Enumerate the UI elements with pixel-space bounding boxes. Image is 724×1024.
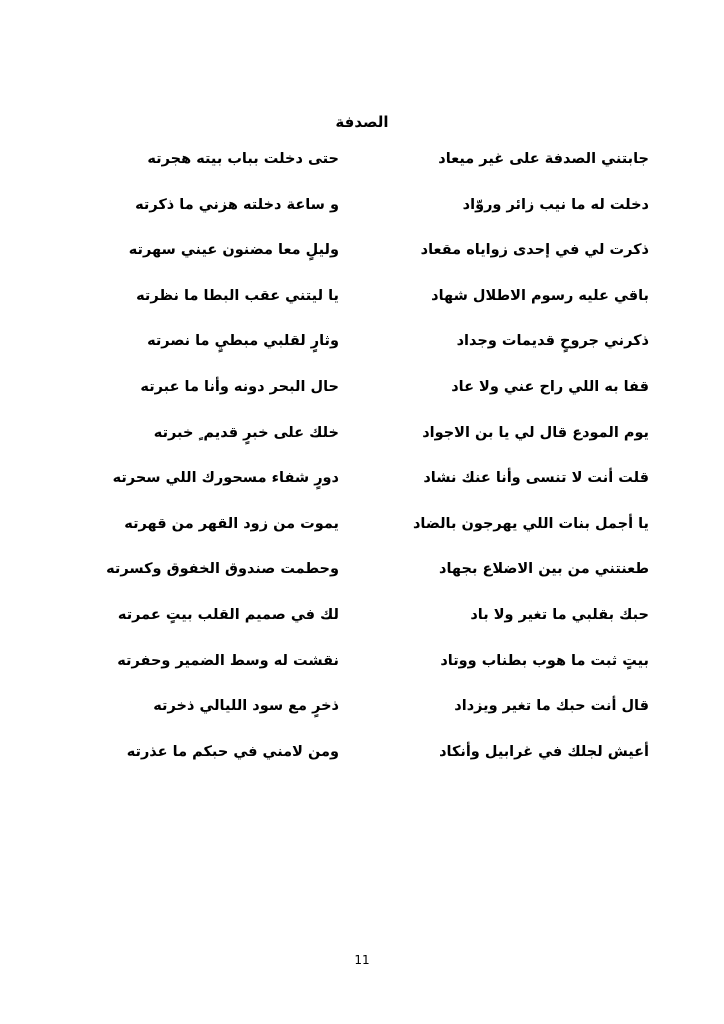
verse-second-hemistich: ذخرٍ مع سود الليالي ذخرته (153, 698, 339, 715)
verse-first-hemistich: يا أجمل بنات اللي يهرجون بالضاد (412, 515, 649, 532)
verse-second-hemistich: نقشت له وسط الضمير وحفرته (117, 652, 339, 669)
verse-first-hemistich: يوم المودع قال لي يا بن الاجواد (422, 424, 649, 441)
verse-line (0, 376, 724, 422)
verse-line (0, 741, 724, 787)
verse-line (0, 148, 724, 194)
verse-second-hemistich: يا ليتني عقب البطا ما نظرته (136, 287, 339, 304)
verse-line (0, 285, 724, 331)
verse-line (0, 330, 724, 376)
poem-title: الصدفة (335, 113, 389, 131)
verse-first-hemistich: دخلت له ما نيب زائر وروّاد (462, 196, 649, 213)
verse-second-hemistich: حال البحر دونه وأنا ما عبرته (140, 378, 339, 395)
verse-first-hemistich: باقي عليه رسوم الاطلال شهاد (431, 287, 649, 304)
verse-first-hemistich: جابتني الصدفة على غير ميعاد (438, 151, 649, 167)
page-number: 11 (354, 953, 370, 967)
verse-line (0, 422, 724, 468)
verse-first-hemistich: بيتٍ ثبت ما هوب بطناب ووتاد (440, 652, 649, 669)
verse-line (0, 558, 724, 604)
poem-verses (0, 148, 724, 786)
verse-line (0, 695, 724, 741)
verse-line (0, 650, 724, 696)
verse-first-hemistich: أعيش لجلك في غرابيل وأنكاد (439, 743, 649, 760)
verse-second-hemistich: يموت من زود القهر من قهرته (124, 515, 339, 532)
verse-first-hemistich: طعنتني من بين الاضلاع بجهاد (439, 561, 649, 578)
verse-first-hemistich: ذكرني جروحٍ قديمات وجداد (456, 333, 649, 350)
verse-second-hemistich: خلك على خبرٍ قديم ٍ خبرته (153, 424, 339, 441)
verse-first-hemistich: ذكرت لي في إحدى زواياه مقعاد (420, 242, 649, 259)
verse-first-hemistich: قلت أنت لا تنسى وأنا عنك نشاد (423, 470, 649, 487)
verse-second-hemistich: و ساعة دخلته هزني ما ذكرته (135, 196, 339, 213)
verse-line (0, 194, 724, 240)
verse-line (0, 239, 724, 285)
verse-second-hemistich: وليلٍ معا مضنون عيني سهرته (128, 242, 339, 259)
verse-second-hemistich: دورٍ شفاء مسحورك اللي سحرته (112, 470, 339, 487)
verse-first-hemistich: قفا به اللي راح عني ولا عاد (451, 378, 649, 395)
verse-second-hemistich: ومن لامني في حبكم ما عذرته (126, 743, 339, 760)
verse-line (0, 604, 724, 650)
verse-line (0, 513, 724, 559)
verse-first-hemistich: قال أنت حبك ما تغير ويزداد (454, 698, 649, 715)
verse-second-hemistich: وحطمت صندوق الخفوق وكسرته (106, 561, 339, 578)
verse-second-hemistich: لك في صميم القلب بيتٍ عمرته (117, 606, 339, 623)
verse-second-hemistich: وثارٍ لقلبي مبطيٍ ما نصرته (147, 333, 339, 350)
verse-second-hemistich: حتى دخلت بباب بيته هجرته (147, 151, 339, 167)
verse-first-hemistich: حبك بقلبي ما تغير ولا باد (470, 606, 649, 623)
verse-line (0, 467, 724, 513)
